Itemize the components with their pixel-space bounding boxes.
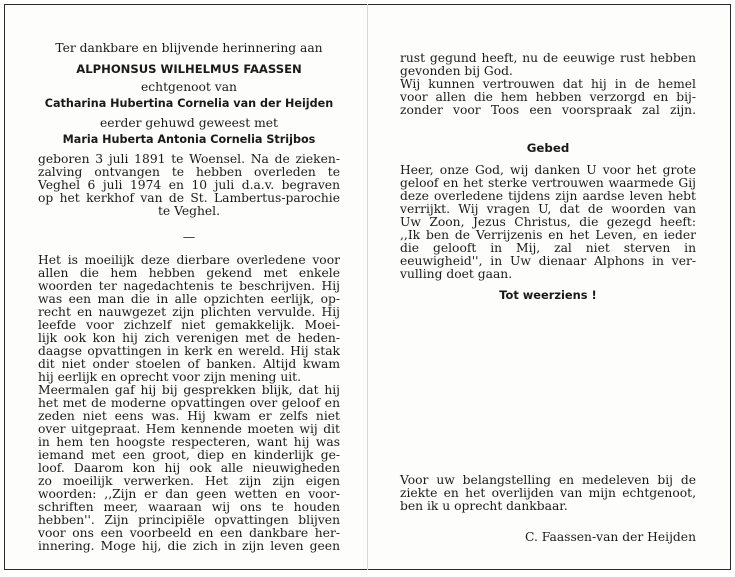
eulogy-line: zonder voor Toos een voorspraak zal zijn. <box>400 103 696 117</box>
prayer-line: eeuwigheid'', in Uw dienaar Alphons in ver- <box>400 254 696 268</box>
card-fold-line <box>367 4 368 570</box>
eulogy-line: rust gegund heeft, nu de eeuwige rust hebben <box>400 51 696 65</box>
eulogy-line: loof. Daarom kon hij ook alle nieuwigheden <box>38 461 340 475</box>
life-line: geboren 3 juli 1891 te Woensel. Na de zieken- <box>38 152 340 166</box>
spouse-name: Catharina Hubertina Cornelia van der Heijden <box>44 97 334 110</box>
eulogy-line: schriften meer, waaraan wij ons te houden <box>38 500 340 514</box>
eulogy-line: Het is moeilijk deze dierbare overledene voor <box>38 253 340 267</box>
prayer-line: geloof en het sterke vertrouwen waarmede Gij <box>400 176 696 190</box>
eulogy-line: leefde voor zichzelf niet gemakkelijk. Moei- <box>38 318 340 332</box>
eulogy-line: hebben''. Zijn principiële opvattingen blijven <box>38 513 340 527</box>
eulogy-line: Meermalen gaf hij bij gesprekken blijk, dat hij <box>38 383 340 397</box>
eulogy-line: woorden ter nagedachtenis te beschrijven. Hij <box>38 279 340 293</box>
thanks-line: Voor uw belangstelling en medeleven bij de <box>400 473 696 487</box>
eulogy-line: lijk ook kon hij zich verenigen met de heden- <box>38 331 340 345</box>
eulogy-line: zeden niet eens was. Hij kwam er zelfs niet <box>38 409 340 423</box>
eulogy-line: over uitgepraat. Hem kennende moeten wij dit <box>38 422 340 436</box>
farewell-text: Tot weerziens ! <box>499 288 597 302</box>
eulogy-line: dit niet onder stoelen of banken. Altijd kwam <box>38 357 340 371</box>
eulogy-line: iemand met een groot, diep en kinderlijk ge- <box>38 448 340 462</box>
prayer-text <box>400 164 696 281</box>
eulogy-line: allen die hem hebben gekend met enkele <box>38 266 340 280</box>
eulogy-line: woorden: ,,Zijn er dan geen wetten en voor- <box>38 487 340 501</box>
thanks-line: ben ik u oprecht dankbaar. <box>400 499 568 513</box>
previous-spouse-name: Maria Huberta Antonia Cornelia Strijbos <box>62 133 316 146</box>
life-line: zalving ontvangen te hebben overleden te <box>38 165 340 179</box>
prayer-line: deze overledene tijdens zijn aardse leven hebt <box>400 189 696 203</box>
life-details <box>38 153 340 218</box>
previous-relation: eerder gehuwd geweest met <box>100 116 278 130</box>
eulogy-line: voor allen die hem hebben verzorgd en bij- <box>400 90 696 104</box>
eulogy-continued <box>400 52 696 117</box>
spouse-relation: echtgenoot van <box>141 80 237 94</box>
separator-dash: — <box>182 230 196 244</box>
eulogy-line: daagse opvattingen in kerk en wereld. Hij stak <box>38 344 340 358</box>
eulogy-line: innering. Moge hij, die zich in zijn leven geen <box>38 539 340 553</box>
prayer-line: die gelooft in Mij, zal niet sterven in <box>400 241 696 255</box>
eulogy-text <box>38 254 340 553</box>
prayer-line: Uw Zoon, Jezus Christus, die gezegd heeft: <box>400 215 696 229</box>
life-line: Veghel 6 juli 1974 en 10 juli d.a.v. begraven <box>38 178 340 192</box>
prayer-line: vulling doet gaan. <box>400 267 513 281</box>
eulogy-line: recht en nauwgezet zijn plichten vervulde. Hij <box>38 305 340 319</box>
prayer-line: ,,Ik ben de Verrijzenis en het Leven, en ieder <box>400 228 696 242</box>
eulogy-line: gevonden bij God. <box>400 64 513 78</box>
signature: C. Faassen-van der Heijden <box>525 530 696 544</box>
intro-text: Ter dankbare en blijvende herinnering aan <box>55 41 323 55</box>
eulogy-line: was een man die in alle opzichten eerlijk, op- <box>38 292 340 306</box>
prayer-title: Gebed <box>526 141 570 155</box>
life-line: op het kerkhof van de St. Lambertus-parochie <box>38 191 340 205</box>
life-line: te Veghel. <box>157 204 221 218</box>
prayer-line: Heer, onze God, wij danken U voor het grote <box>400 163 696 177</box>
thanks-line: ziekte en het overlijden van mijn echtgenoot, <box>400 486 696 500</box>
eulogy-line: Wij kunnen vertrouwen dat hij in de hemel <box>400 77 696 91</box>
eulogy-line: hij eerlijk en oprecht voor zijn mening uit. <box>38 370 302 384</box>
thanks-text <box>400 474 696 513</box>
eulogy-line: in hem ten hoogste respecteren, want hij was <box>38 435 340 449</box>
eulogy-line: voor ons een voorbeeld en een dankbare her- <box>38 526 340 540</box>
prayer-line: verrijkt. Wij vragen U, dat de woorden van <box>400 202 696 216</box>
eulogy-line: het met de moderne opvattingen over geloof en <box>38 396 340 410</box>
deceased-name: ALPHONSUS WILHELMUS FAASSEN <box>76 62 302 76</box>
eulogy-line: zo moeilijk verwerken. Het zijn zijn eigen <box>38 474 340 488</box>
